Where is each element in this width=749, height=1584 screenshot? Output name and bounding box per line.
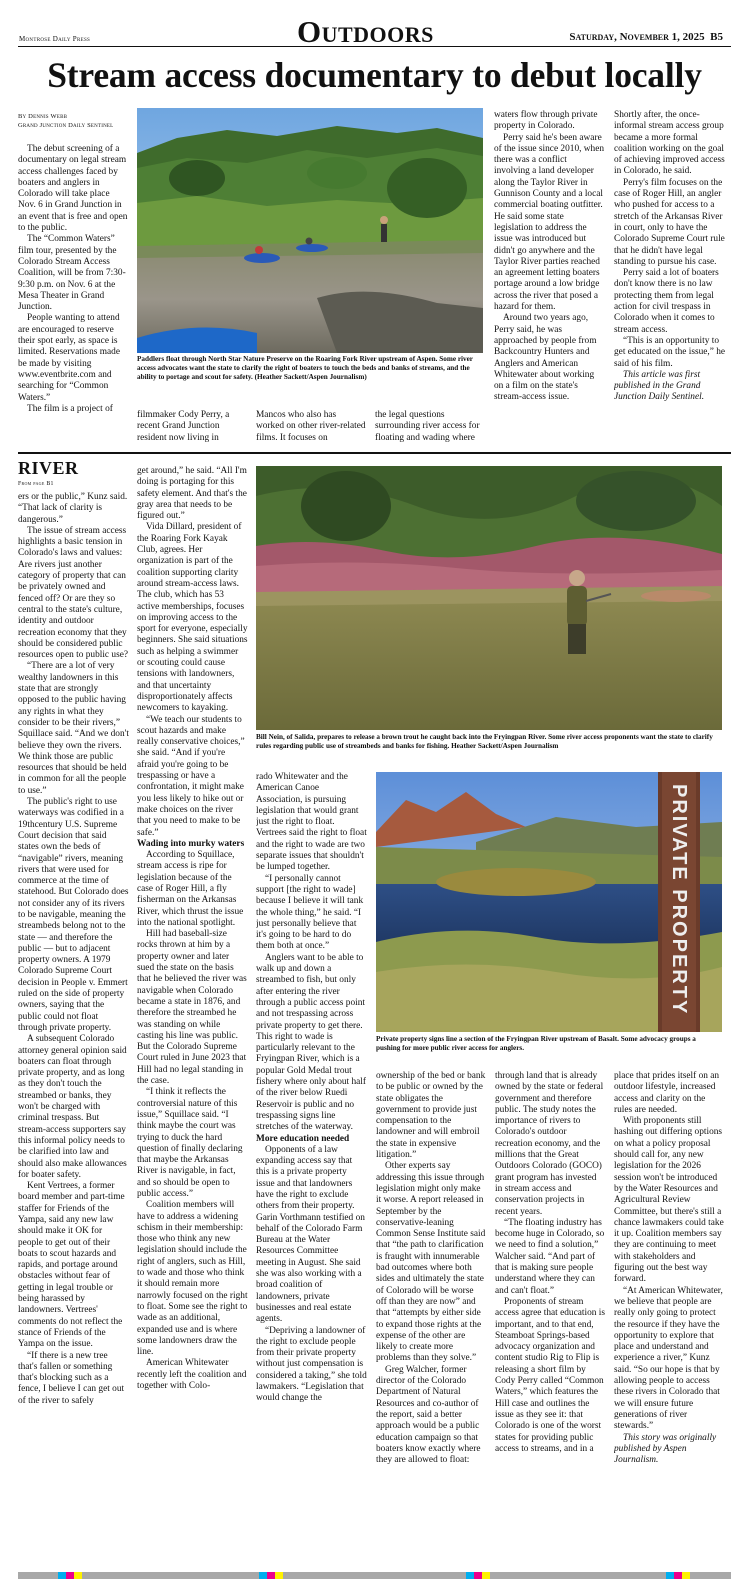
paragraph: Around two years ago, Perry said, he was approached by people from Backcountry Hunters and Anglers and American Whitewater about working on a film on the state's stream-access issue. xyxy=(494,313,597,403)
story1-headline: Stream access documentary to debut locally xyxy=(47,55,702,95)
paragraph: the legal questions surrounding river access for floating and wading where xyxy=(375,410,480,443)
newspaper-name: Montrose Daily Press xyxy=(19,35,91,43)
private-property-photo-art xyxy=(376,772,722,1032)
paragraph: “I think it reflects the controversial nature of this issue,” Squillace said. “I think maybe the court was trying to duck the hard question of finally declaring that maybe the Arkansas River is navigable, in fact, and so should be open to public access.” xyxy=(137,1087,243,1199)
paragraph: Proponents of stream access agree that education is important, and to that end, Steamboat Springs-based advocacy organization and content studio Rig to Flip is releasing a short film by Cody Perry called “Common Waters,” which features the Hill case and outlines the issue as they see it: that Colorado is one of the worst states for providing public access to streams, and in a xyxy=(495,1296,605,1454)
private-property-photo-caption: Private property signs line a section of the Fryingpan River upstream of Basalt. Some advocacy groups a pushing for more public river access for anglers. xyxy=(376,1035,696,1052)
paragraph: Anglers want to be able to walk up and down a streambed to fish, but only after entering the river through a public access point and not trespassing across private property to get there. This right to wade is particularly relevant to the Fryingpan River, which is a popular Gold Medal trout fishery where only about half of the river below Ruedi Reservoir is public and no trespassing signs line stretches of the waterway. xyxy=(256,952,367,1133)
paddlers-photo-art xyxy=(137,108,483,353)
date-text: Saturday, November 1, 2025 xyxy=(569,31,705,43)
story1-column-5 xyxy=(494,110,605,444)
paragraph: Shortly after, the once-informal stream access group became a more formal coalition working on the goal of achieving improved access in Colorado, he said. xyxy=(614,110,725,177)
story1-column-2 xyxy=(137,410,247,444)
registration-mark xyxy=(482,1572,490,1579)
angler-photo-art xyxy=(256,466,722,730)
paragraph: place that prides itself on an outdoor lifestyle, increased access and clarity on the rules are needed. xyxy=(614,1071,720,1115)
paragraph: Perry said he's been aware of the issue since 2010, when there was a conflict involving a land developer along the Taylor River in Gunnison County and a local commercial boating outfitter. He said some state legislation to address the issue was introduced but didn't go anywhere and the Taylor River parties reached an agreement letting boaters portage around a low bridge across the river that posed a hazard for them. xyxy=(494,132,605,313)
paragraph: A subsequent Colorado attorney general opinion said boaters can float through private property, and as long as they don't touch the streambed or banks, they won't be charged with criminal trespass. But stream-access supporters say this informal policy needs to be clarified into law and should also make allowances for boater safety. xyxy=(18,1034,127,1180)
paragraph: “I personally cannot support [the right to wade] because I believe it will tank the whole thing,” he said. “I just personally believe that it's going to be hard to do them both at once.” xyxy=(256,873,364,952)
continued-from: From page B1 xyxy=(18,481,54,487)
subhead-education: More education needed xyxy=(256,1133,350,1144)
paragraph: get around,” he said. “All I'm doing is portaging for this safety element. And that's the gray area that needs to be figured out.” xyxy=(137,466,247,522)
story1-column-3 xyxy=(256,410,366,444)
paragraph: “There are a lot of very wealthy landowners in this state that are strongly opposed to the public having any rights in what they consider to be their rivers,” Squillace said. “And we don't believe they own the rivers. We think those are public resources that should be held in common for all the people to use.” xyxy=(18,661,129,796)
paragraph: Coalition members will have to address a widening schism in their membership: those who think any new legislation should include the right of anglers, such as Hill, to wade and those who think it should remain more narrowly focused on the right to float. Some see the right to wade as an additional, expanded use and is where some landowners draw the line. xyxy=(137,1200,248,1358)
angler-photo-caption: Bill Nein, of Salida, prepares to release a brown trout he caught back into the Fryingpan River. Some river access proponents want the state to clarify rules regarding public use of streambeds and banks for fishing. Heather Sackett/Aspen Journalism xyxy=(256,733,713,750)
paragraph: through land that is already owned by the state or federal government and therefore public. The study notes the importance of rivers to Colorado's outdoor recreation economy, and the millions that the Great Outdoors Colorado (GOCO) grant program has invested in stream access and conservation projects in recent years. xyxy=(495,1071,604,1217)
paragraph: “Depriving a landowner of the right to exclude people from their private property without just compensation is considered a taking,” she told lawmakers. “Legislation that would change the xyxy=(256,1325,367,1404)
story2-column-2 xyxy=(137,466,248,1568)
story-divider xyxy=(18,452,731,454)
paragraph: “This is an opportunity to get educated on the issue,” he said of his film. xyxy=(614,335,726,369)
page-number: B5 xyxy=(710,31,723,43)
paragraph: “The floating industry has become huge in Colorado, so we need to find a solution,” Walcher said. “And part of that is making sure people understand where they can and can't float.” xyxy=(495,1217,605,1296)
story1-column-1 xyxy=(18,112,128,444)
story2-title: RIVER xyxy=(18,458,79,478)
story1-credit: This article was first published in the Grand Junction Daily Sentinel. xyxy=(614,369,705,403)
paragraph: Greg Walcher, former director of the Colorado Department of Natural Resources and co-author of the report, said a better approach would be a public education campaign so that boaters know exactly where they are allowed to float: xyxy=(376,1364,481,1466)
registration-mark xyxy=(74,1572,82,1579)
registration-mark xyxy=(466,1572,474,1579)
paragraph: ownership of the bed or bank to be public or owned by the state obligates the government to provide just compensation to the landowner and will embroil the state in expensive litigation.” xyxy=(376,1071,486,1161)
registration-mark xyxy=(267,1572,275,1579)
registration-mark xyxy=(666,1572,674,1579)
paragraph: “At American Whitewater, we believe that people are really only going to protect the resource if they have the opportunity to explore that place and understand and experience a river,” Kunz said. “So our hope is that by allowing people to access these rivers in Colorado that we will ensure future generations of river stewards.” xyxy=(614,1285,723,1432)
registration-mark xyxy=(682,1572,690,1579)
registration-mark xyxy=(66,1572,74,1579)
paragraph: “We teach our students to scout hazards and make really conservative choices,” she said. “And if you're afraid you're going to be trespassing or have a confrontation, it might make you less likely to hike out or make choices on the river that you need to make to be safe.” xyxy=(137,714,245,838)
private-property-photo xyxy=(376,772,722,1032)
byline-org: Grand Junction Daily Sentinel xyxy=(18,122,114,129)
paragraph: ers or the public,” Kunz said. “That lack of clarity is dangerous.” xyxy=(18,492,128,525)
paragraph: waters flow through private property in Colorado. xyxy=(494,110,598,132)
paragraph: The debut screening of a documentary on legal stream access challenges faced by boaters and anglers in Colorado will take place Nov. 6 in Grand Junction in an event that is free and open to the public. xyxy=(18,144,128,234)
paragraph: rado Whitewater and the American Canoe Association, is pursuing legislation that would grant just the right to float. Vertrees said the right to float and the right to wade are two separate issues that shouldn't be lumped together. xyxy=(256,772,367,873)
registration-mark xyxy=(275,1572,283,1579)
angler-photo xyxy=(256,466,722,730)
paragraph: The issue of stream access highlights a basic tension in Colorado's laws and values: Are rivers just another category of property that can be privately owned and fenced off? Or are they so central to the state's culture, identity and outdoor recreation economy that they should be considered public resources open to public use? xyxy=(18,525,129,661)
story2-column-1 xyxy=(18,492,129,1568)
paddlers-photo xyxy=(137,108,483,353)
registration-mark xyxy=(259,1572,267,1579)
subhead-wading: Wading into murky waters xyxy=(137,838,245,849)
paragraph: Mancos who also has worked on other river-related films. It focuses on xyxy=(256,410,366,443)
paragraph: Perry said a lot of boaters don't know there is no law protecting them from legal action for civil trespass in Colorado when it comes to stream access. xyxy=(614,268,719,335)
paragraph: “If there is a new tree that's fallen or something that's blocking such as a fence, I believe I can get out of the river to safely xyxy=(18,1350,125,1406)
sign-text: PRIVATE PROPERTY xyxy=(668,784,690,1016)
paragraph: People wanting to attend are encouraged to reserve their spot early, as space is limited. Reservations made be made by visiting www.eventbrite.com and searching for “Common Waters.” xyxy=(18,313,120,403)
footer-bar xyxy=(18,1572,731,1579)
paragraph: Opponents of a law expanding access say that this is a private property issue and that landowners have the right to exclude others from their property. Garin Vorthmann testified on behalf of the Colorado Farm Bureau at the Water Resources Committee meeting in August. She said she was also working with a broad coalition of landowners, private businesses and real estate agents. xyxy=(256,1144,365,1325)
story2-column-3 xyxy=(256,772,367,1568)
paragraph: The “Common Waters” film tour, presented by the Colorado Stream Access Coalition, will be from 7:30-9:30 p.m. on Nov. 6 at the Mesa Theater in Grand Junction. xyxy=(18,234,126,313)
issue-date xyxy=(569,31,723,43)
story1-column-4 xyxy=(375,410,485,444)
story2-column-4 xyxy=(376,1071,486,1568)
paragraph: Kent Vertrees, a former board member and part-time staffer for Friends of the Yampa, said any new law should make it OK for people to get out of their boats to scout hazards and rapids, and portage around obstacles without fear of getting in legal trouble or being harassed by landowners. Vertrees' comments do not reflect the stance of Friends of the Yampa on the issue. xyxy=(18,1181,125,1350)
registration-mark xyxy=(58,1572,66,1579)
paragraph: Vida Dillard, president of the Roaring Fork Kayak Club, agrees. Her organization is part of the coalition supporting clarity around stream-access laws. The club, which has 53 active memberships, focuses on improving access to the sport for everyone, especially beginners. She said situations such as helping a swimmer or scouting could cause tensions with landowners, and that uncertainty disproportionately affects newcomers to kayaking. xyxy=(137,522,248,714)
paragraph: With proponents still hashing out differing options on what a policy proposal should call for, any new legislation for the 2026 session won't be introduced by the Water Resources and Agricultural Review Committee, but there's still a chance lawmakers could take it up. Coalition members say they are continuing to meet with stakeholders and figuring out the best way forward. xyxy=(614,1116,724,1285)
paragraph: Perry's film focuses on the case of Roger Hill, an angler who pushed for access to a stretch of the Arkansas River in court, only to have the Colorado Supreme Court rule that he didn't have legal standing to pursue his case. xyxy=(614,177,725,267)
registration-mark xyxy=(474,1572,482,1579)
byline-name: By Dennis Webb xyxy=(18,113,68,120)
paragraph: The public's right to use waterways was codified in a 19thcentury U.S. Supreme Court decision that said states own the beds of “navigable” rivers, meaning rivers that were used for commerce at the time of statehood. But Colorado does not consider any of its rivers to be navigable, meaning the streambeds belong not to the state — and therefore the public — but to adjacent property owners. A 1979 Colorado Supreme Court decision in People v. Emmert ruled on the side of property owners, saying that the public could not float through private property. xyxy=(18,797,129,1033)
paragraph: Hill had baseball-size rocks thrown at him by a property owner and later sued the state on the basis that he believed the river was navigable when Colorado became a state in 1876, and therefore the streambed he was standing on while casting his line was public. But the Colorado Supreme Court ruled in June 2023 that Hill had no legal standing in the case. xyxy=(137,929,247,1087)
paragraph: filmmaker Cody Perry, a recent Grand Junction resident now living in xyxy=(137,410,230,443)
story1-column-6 xyxy=(614,110,730,444)
header-rule xyxy=(18,46,731,47)
registration-mark xyxy=(674,1572,682,1579)
paragraph: The film is a project of xyxy=(27,403,113,414)
story2-column-6 xyxy=(614,1071,724,1568)
story2-credit: This story was originally published by Aspen Journalism. xyxy=(614,1432,717,1466)
paddlers-photo-caption: Paddlers float through North Star Nature Preserve on the Roaring Fork River upstream of Aspen. Some river access advocates want the state to clarify the right of boaters to touch the beds and banks of streams, and the ability to portage and scout for safety. (Heather Sackett/Aspen Journalism) xyxy=(137,355,473,381)
paragraph: American Whitewater recently left the coalition and together with Colo- xyxy=(137,1358,247,1392)
paragraph: According to Squillace, stream access is ripe for legislation because of the case of Roger Hill, a fly fisherman on the Arkansas River, which thrust the issue into the national spotlight. xyxy=(137,850,244,928)
story2-column-5 xyxy=(495,1071,605,1568)
section-title: Outdoors xyxy=(297,14,434,49)
paragraph: Other experts say addressing this issue through legislation might only make it worse. A report released in September by the conservative-leaning Common Sense Institute said that “the path to clarification is fraught with innumerable bad outcomes where both sides and ultimately the state of Colorado will be worse off than they are now” and that “attempts by either side to expand those rights at the expense of the other are likely to create more problems than they solve.” xyxy=(376,1161,486,1364)
